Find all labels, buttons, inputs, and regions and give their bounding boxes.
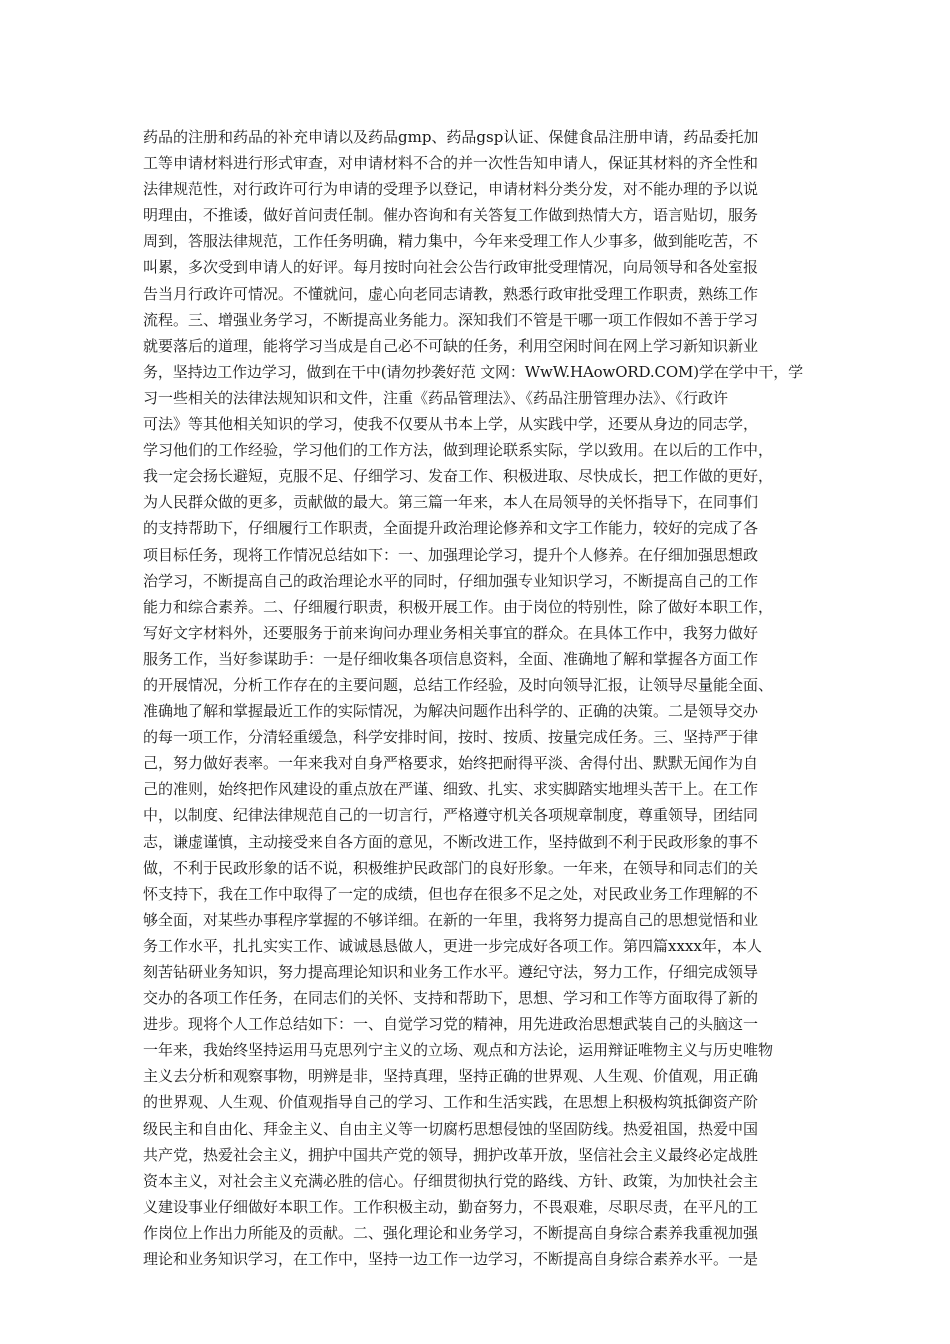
text-line: 服务工作，当好参谋助手：一是仔细收集各项信息资料，全面、准确地了解和掌握各方面工作 [143,649,759,668]
text-line: 己的准则，始终把作风建设的重点放在严谨、细致、扎实、求实脚踏实地埋头苦干上。在工作 [143,780,759,799]
text-line: 药品的注册和药品的补充申请以及药品gmp、药品gsp认证、保健食品注册申请，药品委托加 [143,128,759,146]
text-line: 习一些相关的法律法规知识和文件，注重《药品管理法》、《药品注册管理办法》、《行政许 [143,388,729,407]
text-line: 刻苦钻研业务知识，努力提高理论知识和业务工作水平。遵纪守法，努力工作，仔细完成领导 [143,963,759,981]
text-line: 资本主义，对社会主义充满必胜的信心。仔细贯彻执行党的路线、方针、政策，为加快社会主 [143,1171,759,1190]
text-line: 志，谦虚谨慎，主动接受来自各方面的意见，不断改进工作，坚持做到不利于民政形象的事不 [143,832,759,851]
text-line: 中，以制度、纪律法律规范自己的一切言行，严格遵守机关各项规章制度，尊重领导，团结同 [143,806,759,825]
text-line: 级民主和自由化、拜金主义、自由主义等一切腐朽思想侵蚀的坚固防线。热爱祖国，热爱中国 [143,1119,759,1138]
text-line: 的世界观、人生观、价值观指导自己的学习、工作和生活实践，在思想上积极构筑抵御资产阶 [143,1093,759,1112]
text-line: 共产党，热爱社会主义，拥护中国共产党的领导，拥护改革开放，坚信社会主义最终必定战胜 [143,1145,759,1164]
text-line: 进步。现将个人工作总结如下：一、自觉学习党的精神，用先进政治思想武装自己的头脑这一 [143,1015,759,1034]
text-line: 工等申请材料进行形式审查，对申请材料不合的并一次性告知申请人，保证其材料的齐全性和 [143,154,759,173]
text-line: 义建设事业仔细做好本职工作。工作积极主动，勤奋努力，不畏艰难，尽职尽责，在平凡的工 [143,1197,759,1216]
text-line: 己，努力做好表率。一年来我对自身严格要求，始终把耐得平淡、舍得付出、默默无闻作为自 [143,754,759,773]
text-line: 流程。三、增强业务学习，不断提高业务能力。深知我们不管是干哪一项工作假如不善于学习 [143,310,759,329]
body-text [143,124,803,1272]
text-line: 做，不利于民政形象的话不说，积极维护民政部门的良好形象。一年来，在领导和同志们的关 [143,858,759,877]
text-line: 能力和综合素养。二、仔细履行职责，积极开展工作。由于岗位的特别性，除了做好本职工作， [143,597,774,616]
text-line: 明理由，不推诿，做好首问责任制。催办咨询和有关答复工作做到热情大方，语言贴切，服务 [143,206,759,225]
text-line: 周到，答服法律规范，工作任务明确，精力集中，今年来受理工作人少事多，做到能吃苦，不 [143,232,759,251]
text-line: 写好文字材料外，还要服务于前来询问办理业务相关事宜的群众。在具体工作中，我努力做好 [143,623,759,642]
text-line: 的开展情况，分析工作存在的主要问题，总结工作经验，及时向领导汇报，让领导尽量能全面、 [143,675,774,694]
text-line: 交办的各项工作任务，在同志们的关怀、支持和帮助下，思想、学习和工作等方面取得了新的 [143,989,759,1008]
text-line: 主义去分析和观察事物，明辨是非，坚持真理，坚持正确的世界观、人生观、价值观，用正确 [143,1067,759,1086]
text-line: 我一定会扬长避短，克服不足、仔细学习、发奋工作、积极进取、尽快成长，把工作做的更好， [143,467,774,486]
text-line: 够全面，对某些办事程序掌握的不够详细。在新的一年里，我将努力提高自己的思想觉悟和业 [143,910,759,929]
text-line: 学习他们的工作经验，学习他们的工作方法，做到理论联系实际，学以致用。在以后的工作中， [143,441,774,460]
text-line: 一年来，我始终坚持运用马克思列宁主义的立场、观点和方法论，运用辩证唯物主义与历史唯物 [143,1041,774,1060]
text-line: 法律规范性，对行政许可行为申请的受理予以登记，申请材料分类分发，对不能办理的予以说 [143,180,759,199]
text-line: 务工作水平，扎扎实实工作、诚诚恳恳做人，更进一步完成好各项工作。第四篇xxxx年，本人 [143,936,762,955]
text-line: 的支持帮助下，仔细履行工作职责，全面提升政治理论修养和文字工作能力，较好的完成了各 [143,519,759,538]
text-line: 理论和业务知识学习，在工作中，坚持一边工作一边学习，不断提高自身综合素养水平。一是 [143,1250,759,1269]
text-line: 项目标任务，现将工作情况总结如下：一、加强理论学习，提升个人修养。在仔细加强思想政 [143,545,759,564]
text-line: 务，坚持边工作边学习，做到在干中(请勿抄袭好范 文网：WwW.HAowORD.COM)学在学中干，学 [143,362,803,381]
text-line: 可法》等其他相关知识的学习，使我不仅要从书本上学，从实践中学，还要从身边的同志学， [143,415,759,434]
text-line: 告当月行政许可情况。不懂就问，虚心向老同志请教，熟悉行政审批受理工作职责，熟练工作 [143,284,759,303]
text-line: 怀支持下，我在工作中取得了一定的成绩，但也存在很多不足之处，对民政业务工作理解的不 [143,884,759,903]
text-line: 的每一项工作，分清轻重缓急，科学安排时间，按时、按质、按量完成任务。三、坚持严于律 [143,728,759,747]
text-line: 为人民群众做的更多，贡献做的最大。第三篇一年来，本人在局领导的关怀指导下，在同事们 [143,493,759,512]
text-line: 作岗位上作出力所能及的贡献。二、强化理论和业务学习，不断提高自身综合素养我重视加强 [143,1223,759,1242]
text-line: 叫累，多次受到申请人的好评。每月按时向社会公告行政审批受理情况，向局领导和各处室报 [143,258,759,277]
text-line: 准确地了解和掌握最近工作的实际情况，为解决问题作出科学的、正确的决策。二是领导交办 [143,702,759,721]
text-line: 就要落后的道理，能将学习当成是自己必不可缺的任务，利用空闲时间在网上学习新知识新业 [143,336,759,355]
text-line: 治学习，不断提高自己的政治理论水平的同时，仔细加强专业知识学习，不断提高自己的工作 [143,571,759,590]
